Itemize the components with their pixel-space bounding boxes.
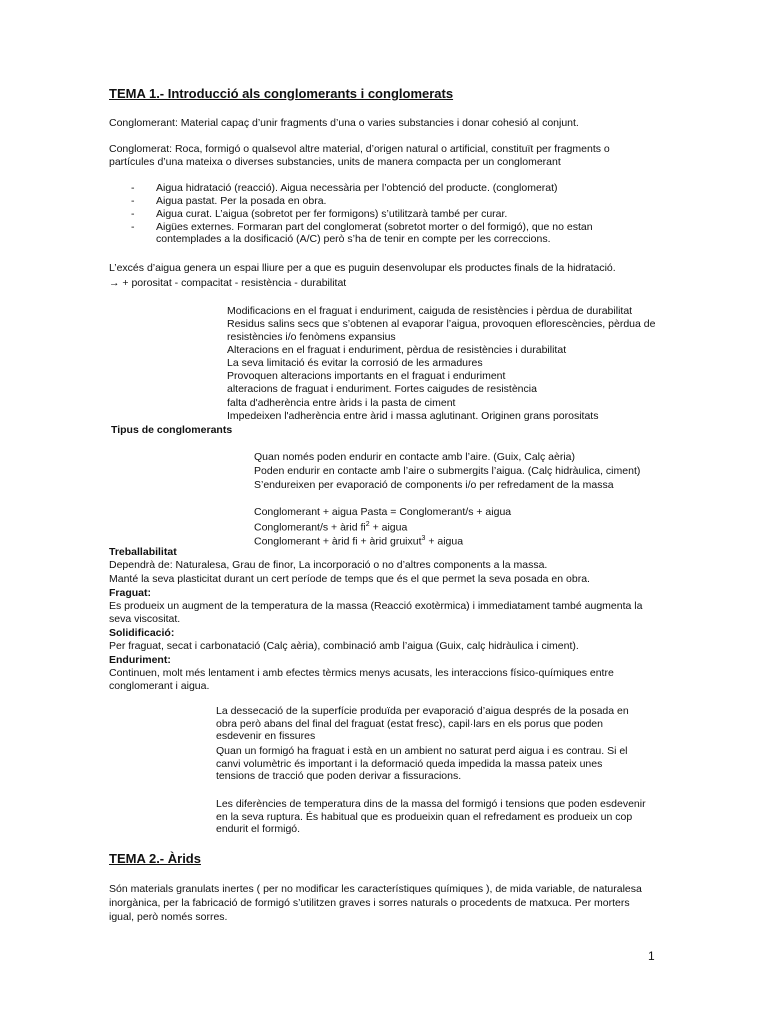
- factor-text: Provoquen alteracions importants en el fraguat i enduriment: [227, 370, 506, 382]
- bullet-dash: -: [131, 221, 135, 233]
- mix-tail: + aigua: [369, 521, 408, 534]
- footnote-mark: 2: [365, 521, 370, 528]
- retraccio-text: La dessecació de la superfície produïda per evaporació d’aigua després de la posada en obra però abans del final del fraguat (estat fresc), capil·lars en els porus que poden esdevenir en fissures: [216, 705, 629, 742]
- factor-text: Residus salins secs que s’obtenen al evaporar l’aigua, provoquen eflorescències, pèrdua de resistències i/o fenòmens expansius: [227, 318, 656, 343]
- mix-formula: Conglomerant/s + àrid fi: [254, 521, 366, 534]
- mix-text: [254, 519, 407, 534]
- solidificacio-text: Per fraguat, secat i carbonatació (Calç aèria), combinació amb l’aigua (Guix, calç hidràulica i ciment).: [109, 640, 579, 652]
- conglomerat-definition: Conglomerat: Roca, formigó o qualsevol altre material, d’origen natural o artificial, constituït per fragments o partícules d’una mateixa o diverses substancies, units de manera compacta per un conglomerant: [109, 143, 610, 168]
- excess-water-text: L’excés d’aigua genera un espai lliure per a que es puguin desenvolupar els productes finals de la hidratació.: [109, 262, 616, 274]
- solidificacio-heading: Solidificació:: [109, 627, 175, 639]
- type-text: Quan només poden endurir en contacte amb l’aire. (Guix, Calç aèria): [254, 451, 575, 463]
- bullet-dash: -: [131, 208, 135, 220]
- mix-text: [254, 506, 511, 519]
- factor-text: falta d'adherència entre àrids i la pasta de ciment: [227, 397, 456, 409]
- bullet-dash: -: [131, 195, 135, 207]
- bullet-text: Aigües externes. Formaran part del conglomerat (sobretot morter o del formigó), que no estan contemplades a la dosificació (A/C) però s’ha de tenir en compte per les correccions.: [156, 221, 593, 245]
- factor-text: Modificacions en el fraguat i enduriment, caiguda de resistències i pèrdua de durabilitat: [227, 305, 633, 317]
- enduriment-text: Continuen, molt més lentament i amb efectes tèrmics menys acusats, les interaccions físico-químiques entre conglomerant i aigua.: [109, 667, 614, 692]
- tema1-title: TEMA 1.- Introducció als conglomerants i conglomerats: [109, 86, 454, 101]
- treballabilitat-line1: Dependrà de: Naturalesa, Grau de finor, La incorporació o no d’altres components a la massa.: [109, 559, 548, 571]
- type-text: S’endureixen per evaporació de components i/o per refredament de la massa: [254, 479, 614, 491]
- treballabilitat-line2: Manté la seva plasticitat durant un cert període de temps que és el que permet la seva posada en obra.: [109, 573, 590, 585]
- fraguat-text: Es produeix un augment de la temperatura de la massa (Reacció exotèrmica) i immediatament també augmenta la seva viscositat.: [109, 600, 643, 625]
- factor-text: La seva limitació és evitar la corrosió de les armadures: [227, 357, 483, 369]
- fraguat-heading: Fraguat:: [109, 587, 151, 599]
- factor-text: Alteracions en el fraguat i enduriment, pèrdua de resistències i durabilitat: [227, 344, 567, 356]
- mix-tail: + aigua: [425, 535, 464, 548]
- tema2-text: Són materials granulats inertes ( per no modificar les característiques químiques ), de mida variable, de naturalesa inorgànica, per la fabricació de formigó s’utilitzen graves i sorres naturals o procedents de matxuca. Per morters igual, però només sorres.: [109, 883, 642, 923]
- footnote-mark: 3: [421, 535, 426, 542]
- tipus-heading: Tipus de conglomerants: [111, 424, 233, 436]
- retraccio-text: Les diferències de temperatura dins de la massa del formigó i tensions que poden esdevenir en la seva ruptura. És habitual que es produeixin quan el refredament es produeix un cop endurit el formigó.: [216, 798, 646, 835]
- mix-formula: Conglomerant + aigua Pasta = Conglomerant/s + aigua: [254, 506, 512, 518]
- conglomerant-definition: Conglomerant: Material capaç d’unir fragments d’una o varies substancies i donar cohesió al conjunt.: [109, 117, 579, 129]
- bullet-text: Aigua pastat. Per la posada en obra.: [156, 195, 327, 207]
- mix-formula: Conglomerant + àrid fi + àrid gruixut: [254, 535, 422, 548]
- tema2-title: TEMA 2.- Àrids: [109, 851, 201, 866]
- type-text: Poden endurir en contacte amb l’aire o submergits l’aigua. (Calç hidràulica, ciment): [254, 465, 641, 477]
- factor-text: Impedeixen l'adherència entre àrid i massa aglutinant. Originen grans porositats: [227, 410, 599, 422]
- enduriment-heading: Enduriment:: [109, 654, 171, 666]
- retraccio-text: Quan un formigó ha fraguat i està en un ambient no saturat perd aigua i es contrau. Si el canvi volumètric és important i la deformació queda impedida la massa pateix unes tensions de tracció que poden derivar a fissuracions.: [216, 745, 628, 782]
- factor-text: alteracions de fraguat i enduriment. Fortes caigudes de resistència: [227, 383, 537, 395]
- consequence-line: → + porositat - compacitat - resistència - durabilitat: [109, 277, 347, 289]
- bullet-text: Aigua curat. L’aigua (sobretot per fer formigons) s’utilitzarà també per curar.: [156, 208, 508, 220]
- page-number: 1: [648, 949, 655, 963]
- bullet-dash: -: [131, 182, 135, 194]
- bullet-text: Aigua hidratació (reacció). Aigua necessària per l’obtenció del producte. (conglomerat): [156, 182, 558, 194]
- treballabilitat-heading: Treballabilitat: [109, 546, 177, 558]
